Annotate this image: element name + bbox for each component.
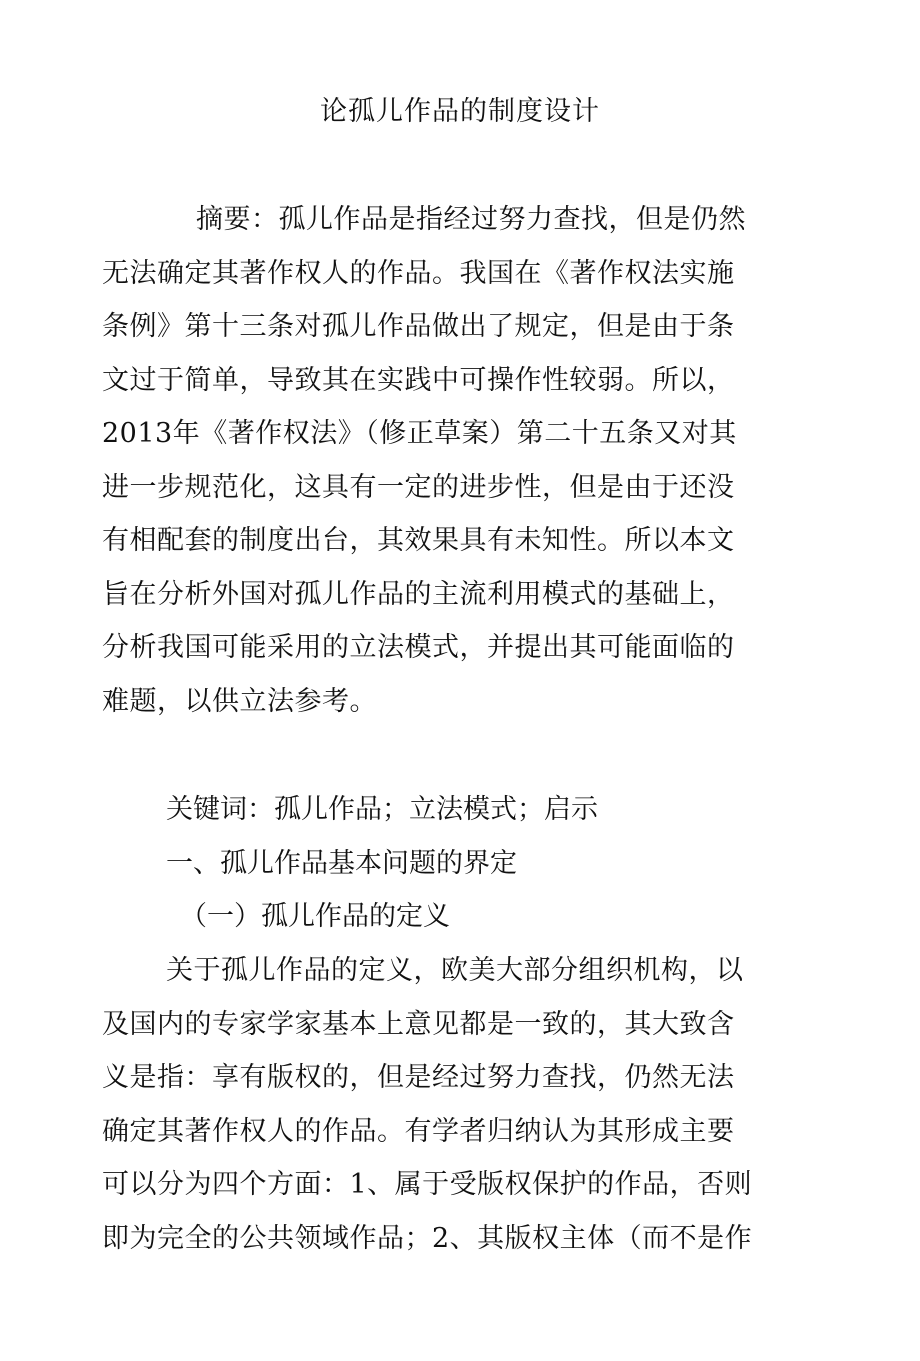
abstract-line: 旨在分析外国对孤儿作品的主流利用模式的基础上， [102,578,735,610]
abstract-line: 分析我国可能采用的立法模式，并提出其可能面临的 [102,632,735,663]
body-line: 确定其著作权人的作品。有学者归纳认为其形成主要 [102,1115,735,1147]
document-title: 论孤儿作品的制度设计 [320,96,600,127]
abstract-line: 文过于简单，导致其在实践中可操作性较弱。所以， [102,364,735,396]
abstract-line: 难题，以供立法参考。 [102,685,377,717]
keywords-line: 关键词：孤儿作品；立法模式；启示 [166,794,598,825]
abstract-paragraph [102,193,782,728]
abstract-line: 进一步规范化，这具有一定的进步性，但是由于还没 [102,471,735,503]
abstract-line: 无法确定其著作权人的作品。我国在《著作权法实施 [102,257,735,289]
body-paragraph [102,944,782,1265]
abstract-line: 2013年《著作权法》（修正草案）第二十五条又对其 [102,418,737,449]
abstract-line: 摘要：孤儿作品是指经过努力查找，但是仍然 [196,204,746,235]
abstract-line: 条例》第十三条对孤儿作品做出了规定，但是由于条 [102,311,735,342]
body-line: 义是指：享有版权的，但是经过努力查找，仍然无法 [102,1062,735,1093]
body-line: 及国内的专家学家基本上意见都是一致的，其大致含 [102,1008,735,1040]
body-line: 即为完全的公共领域作品；2、其版权主体（而不是作 [102,1222,753,1254]
subsection-heading: （一）孤儿作品的定义 [180,901,450,932]
body-line: 可以分为四个方面：1、属于受版权保护的作品，否则 [102,1169,753,1200]
abstract-line: 有相配套的制度出台，其效果具有未知性。所以本文 [102,525,735,556]
body-line: 关于孤儿作品的定义，欧美大部分组织机构，以 [166,955,744,986]
section-heading: 一、孤儿作品基本问题的界定 [166,848,517,879]
